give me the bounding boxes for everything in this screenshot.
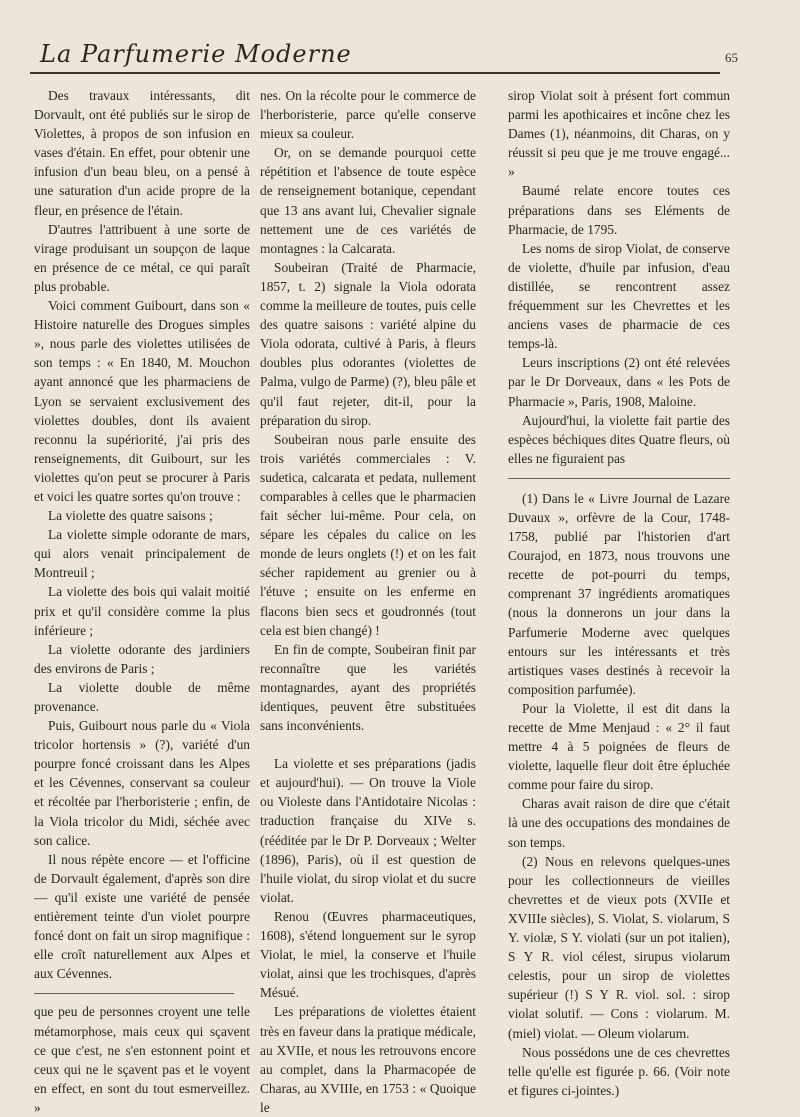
paragraph: Des travaux intéressants, dit Dorvault, ont été publiés sur le sirop de Violettes, à propos de son infusion en vases d'étain. En effet, pour obtenir une infusion d'un beau bleu, on a pensé à une saturation d'un acide propre de la fleur, en présence de l'étain. [34, 88, 250, 218]
page-number: 65 [725, 50, 738, 65]
section-break [260, 735, 476, 754]
paragraph: Or, on se demande pourquoi cette répétition et l'absence de toute espèce de renseignement botanique, cependant que 13 ans avant lui, Chevalier signale nettement une de ces variétés de montagnes : la Calcarata. [260, 145, 476, 256]
list-item: La violette odorante des jardiniers des environs de Paris ; [34, 641, 250, 676]
paragraph: Soubeiran nous parle ensuite des trois variétés commerciales : V. sudetica, calcarata et pedata, nullement comparables à celles que le pharmacien fait sécher lui-même. Pour cela, on sépare les cépales du calice on les monde de leurs onglets (!) et on les fait sécher rapidement au grenier ou à l'étuve ; ensuite on les enferme en flacons bien secs et goudronnés (tout cela est bien changé) ! [260, 431, 476, 638]
column-3 [508, 86, 730, 1100]
column-2 [260, 86, 476, 1117]
paragraph: Les noms de sirop Violat, de conserve de violette, d'huile par infusion, d'eau distillée, se rencontrent assez fréquemment sur les Chevrettes et les anciens vases de pharmacie de ces temps-là. [508, 240, 730, 352]
list-item: La violette des bois qui valait moitié prix et qu'il considère comme la plus inférieure ; [34, 584, 250, 638]
section-heading-paragraph: La violette et ses préparations (jadis et aujourd'hui). — On trouve la Viole ou Violeste dans l'Antidotaire Nicolas : traduction française du XIVe s. (rééditée par le Dr P. Dorveaux ; Welter (1896), Paris), où il est question de l'huile violat, du sirop violat et du sucre violat. [260, 756, 476, 905]
paragraph: Soubeiran (Traité de Pharmacie, 1857, t. 2) signale la Viola odorata comme la meilleure de toutes, puis celle des quatre saisons : variété alpine du Viola odorata, cultivé à Paris, à fleurs doubles plus odorantes (violettes de Palma, vulgo de Parme) (?), bleu pâle et qu'il faut rejeter, dit-il, pour la préparation du sirop. [260, 259, 476, 428]
paragraph: Les préparations de violettes étaient très en faveur dans la pratique médicale, au XVIIe, et nous les retrouvons encore au complet, dans la Pharmacopée de Charas, au XVIIIe, en 1753 : « Quoique le [260, 1004, 477, 1115]
footnote: (1) Dans le « Livre Journal de Lazare Duvaux », orfèvre de la Cour, 1748-1758, publié par l'historien d'art Courajod, en 1873, nous trouvons une recette de pot-pourri du temps, comprenant 37 ingrédients aromatiques (nous la donnerons un jour dans la Parfumerie Moderne avec quelques entours sur les intéressants et très artistiques vases destinés à recevoir la composition parfumée). [508, 490, 730, 697]
footnote-continuation: que peu de personnes croyent une telle métamorphose, mais ceux qui sçavent ce que c'est, ne s'en estonnent point et ceux qui ne le sçavent pas et le voyent en effect, en sont du tout esmerveillez. » [34, 1004, 250, 1115]
journal-title: La Parfumerie Moderne [40, 40, 352, 68]
footnote: Nous possédons une de ces chevrettes telle qu'elle est figurée p. 66. (Voir note et figures ci-jointes.) [508, 1044, 730, 1098]
footnote: Charas avait raison de dire que c'était là une des occupations des mondaines de son temps. [508, 796, 730, 850]
paragraph: Il nous répète encore — et l'officine de Dorvault également, d'après son dire — qu'il existe une variété de pensée entièrement teinte d'un violet pourpre foncé dont on fait un sirop magnifique : elle croît naturellement aux Alpes et aux Cévennes. [34, 851, 250, 982]
paragraph: Puis, Guibourt nous parle du « Viola tricolor hortensis » (?), variété d'un pourpre foncé croissant dans les Alpes et les Cévennes, conservant sa couleur et récoltée par l'herboristerie ; enfin, de la Viola tricolor du Midi, séchée avec son calice. [34, 718, 250, 848]
paragraph: D'autres l'attribuent à une sorte de virage produisant un soupçon de laque en présence de ce métal, ce qui paraît plus probable. [34, 221, 250, 294]
paragraph: nes. On la récolte pour le commerce de l'herboristerie, parce qu'elle conserve mieux sa couleur. [260, 88, 476, 142]
list-item: La violette des quatre saisons ; [48, 508, 213, 524]
column-1 [34, 86, 250, 1117]
footnote-divider [508, 478, 730, 479]
footnote: Pour la Violette, il est dit dans la recette de Mme Menjaud : « 2° il faut mettre 4 à 5 poignées de fleurs de violette, laquelle fleur doit être épluchée comme pour faire du sirop. [508, 700, 730, 793]
paragraph: En fin de compte, Soubeiran finit par reconnaître que les variétés montagnardes, ayant des propriétés identiques, peuvent être substituées sans inconvénients. [260, 641, 476, 734]
paragraph: Baumé relate encore toutes ces préparations dans ses Eléments de Pharmacie, de 1795. [508, 183, 730, 237]
paragraph: Aujourd'hui, la violette fait partie des espèces béchiques dites Quatre fleurs, où elles ne figuraient pas [508, 412, 730, 466]
footnote: (2) Nous en relevons quelques-unes pour les collectionneurs de vieilles chevrettes et de vieux pots (XVIIe et XVIIIe siècles), S. Violat, S. violarum, S Y. violæ, S Y. violati (sur un pot italien), S Y R. viol célest, sirupus violarum celestis, pour un sirop de violettes supérieur (!) S Y R. viol. sol. : sirop violat solutif. — Cons : violarum. M. (miel) violat. — Oleum violarum. [508, 853, 730, 1041]
paragraph: Voici comment Guibourt, dans son « Histoire naturelle des Drogues simples », nous parle des violettes utilisées de son temps : « En 1840, M. Mouchon ayant annoncé que les pharmaciens de Lyon se servaient exclusivement des violettes doubles, dont ils avaient reconnu la supériorité, j'ai pris des renseignements, dit Guibourt, sur les violettes qu'on peut se procurer à Paris et voici les quatre sortes qu'on trouve : [34, 298, 250, 504]
list-item: La violette simple odorante de mars, qui alors venait principalement de Montreuil ; [34, 527, 250, 581]
footnote-divider [34, 993, 234, 994]
paragraph: Leurs inscriptions (2) ont été relevées par le Dr Dorveaux, dans « les Pots de Pharmacie », Paris, 1908, Maloine. [508, 355, 730, 409]
paragraph: sirop Violat soit à présent fort commun parmi les apothicaires et incône chez les Dames (1), néanmoins, dit Charas, on y réussit si peu que je me trouve engagé... » [508, 88, 730, 180]
paragraph: Renou (Œuvres pharmaceutiques, 1608), s'étend longuement sur le syrop Violat, le miel, la conserve et l'huile violat, ainsi que les trochisques, d'après Mésué. [260, 908, 476, 1001]
running-header [30, 40, 720, 74]
list-item: La violette double de même provenance. [34, 679, 250, 714]
